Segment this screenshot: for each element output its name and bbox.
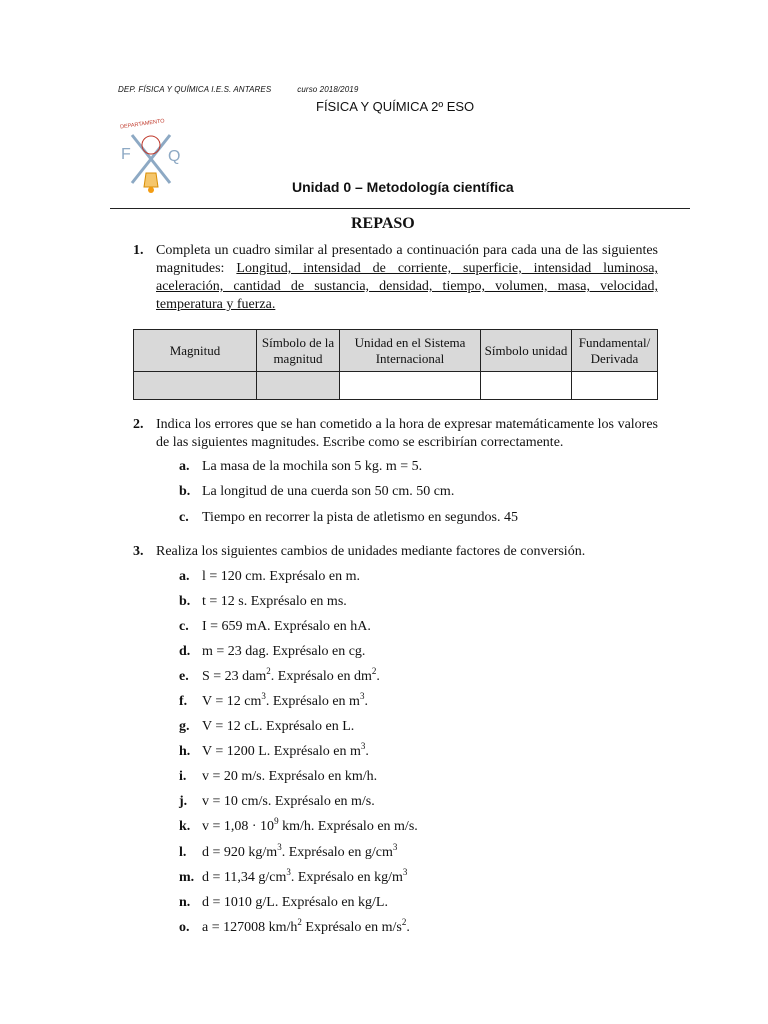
magnitudes-list: Longitud, intensidad de corriente, superficie, intensidad luminosa, aceleración, cantidad de sustancia, densidad, tiempo, volumen, masa, velocidad, temperatura y fuerza. — [156, 261, 659, 312]
subject-title: FÍSICA Y QUÍMICA 2º ESO — [316, 99, 475, 114]
question-number: 3. — [133, 544, 144, 559]
question-number: 1. — [133, 243, 144, 258]
question-number: 2. — [133, 417, 144, 432]
unit-title: Unidad 0 – Metodología científica — [292, 179, 514, 195]
table-cell — [481, 372, 572, 400]
question-text: Indica los errores que se han cometido a la hora de expresar matemáticamente los valores de las siguientes magnitudes. Escribe como se escribirían correctamente. — [156, 417, 658, 450]
question-3 — [133, 543, 658, 561]
table-header-cell: Magnitud — [134, 330, 257, 372]
question-text: Realiza los siguientes cambios de unidades mediante factores de conversión. — [156, 544, 586, 559]
table-header-cell: Fundamental/ Derivada — [572, 330, 658, 372]
logo-text: DEPARTAMENTO — [119, 118, 165, 131]
header-divider — [110, 208, 690, 209]
table-cell — [340, 372, 481, 400]
table-header-cell: Símbolo unidad — [481, 330, 572, 372]
question-2 — [133, 416, 658, 452]
logo-letter-f: F — [121, 146, 131, 163]
department-logo — [118, 115, 184, 195]
logo-letter-q: Q — [168, 148, 181, 165]
table-header-row — [134, 330, 658, 372]
section-title: REPASO — [351, 215, 415, 232]
question-text: Completa un cuadro similar al presentado a continuación para cada una de las siguientes magnitudes: — [156, 243, 658, 276]
table-cell — [134, 372, 257, 400]
table-header-cell: Símbolo de la magnitud — [257, 330, 340, 372]
magnitudes-table — [133, 329, 658, 400]
table-cell — [572, 372, 658, 400]
question-1 — [133, 242, 658, 314]
course-year: curso 2018/2019 — [297, 85, 359, 94]
department-name: DEP. FÍSICA Y QUÍMICA I.E.S. ANTARES — [118, 85, 272, 94]
table-row — [134, 372, 658, 400]
table-cell — [257, 372, 340, 400]
table-header-cell: Unidad en el Sistema Internacional — [340, 330, 481, 372]
department-header — [118, 85, 358, 94]
